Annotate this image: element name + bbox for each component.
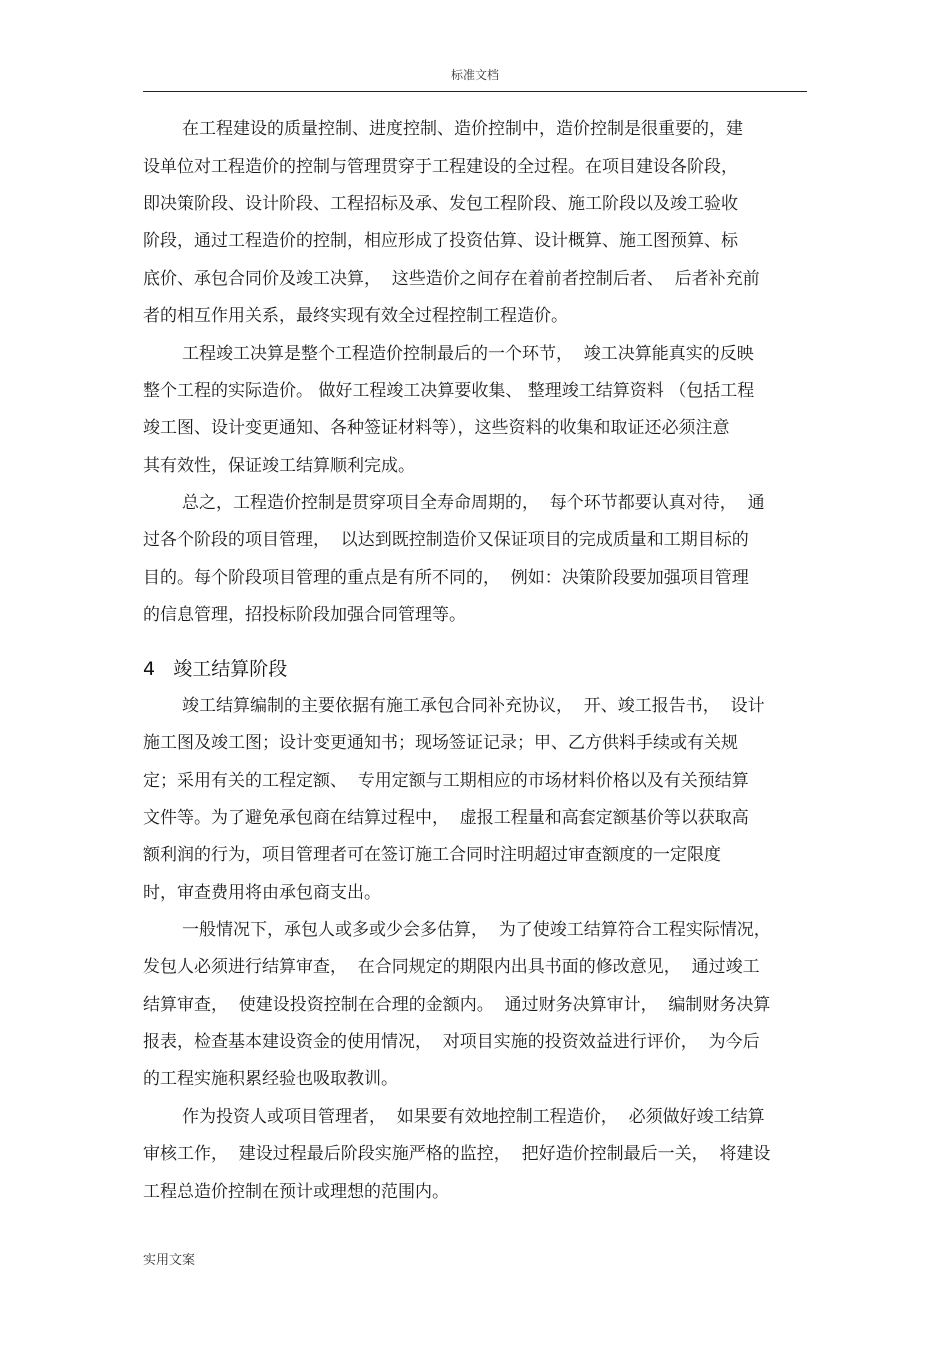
text-line: 整个工程的实际造价。 做好工程竣工决算要收集、 整理竣工结算资料 （包括工程	[143, 381, 755, 401]
page-header-title: 标准文档	[450, 68, 499, 82]
text-line: 设单位对工程造价的控制与管理贯穿于工程建设的全过程。在项目建设各阶段，	[143, 157, 738, 177]
text-line: 其有效性，保证竣工结算顺利完成。	[143, 456, 415, 476]
text-line: 的信息管理，招投标阶段加强合同管理等。	[143, 605, 466, 625]
text-line: 施工图及竣工图；设计变更通知书；现场签证记录；甲、乙方供料手续或有关规	[143, 733, 738, 753]
text-line: 过各个阶段的项目管理， 以达到既控制造价又保证项目的完成质量和工期目标的	[143, 530, 749, 550]
text-line: 阶段，通过工程造价的控制，相应形成了投资估算、设计概算、施工图预算、标	[143, 231, 738, 251]
section-heading: 4 竣工结算阶段	[143, 658, 288, 680]
text-line: 报表，检查基本建设资金的使用情况， 对项目实施的投资效益进行评价， 为今后	[143, 1032, 760, 1052]
text-line: 额利润的行为，项目管理者可在签订施工合同时注明超过审查额度的一定限度	[143, 845, 721, 865]
text-line: 总之，工程造价控制是贯穿项目全寿命周期的， 每个环节都要认真对待， 通	[182, 493, 765, 513]
text-line: 即决策阶段、设计阶段、工程招标及承、发包工程阶段、施工阶段以及竣工验收	[143, 194, 738, 214]
text-line: 的工程实施积累经验也吸取教训。	[143, 1069, 398, 1089]
text-line: 底价、承包合同价及竣工决算， 这些造价之间存在着前者控制后者、 后者补充前	[143, 269, 760, 289]
text-line: 发包人必须进行结算审查， 在合同规定的期限内出具书面的修改意见， 通过竣工	[143, 957, 760, 977]
text-line: 结算审查， 使建设投资控制在合理的金额内。 通过财务决算审计， 编制财务决算	[143, 995, 771, 1015]
text-line: 一般情况下，承包人或多或少会多估算， 为了使竣工结算符合工程实际情况，	[182, 920, 771, 940]
text-line: 工程总造价控制在预计或理想的范围内。	[143, 1182, 449, 1202]
text-line: 工程竣工决算是整个工程造价控制最后的一个环节， 竣工决算能真实的反映	[182, 344, 754, 364]
text-line: 竣工结算编制的主要依据有施工承包合同补充协议， 开、竣工报告书， 设计	[182, 696, 765, 716]
text-line: 目的。每个阶段项目管理的重点是有所不同的， 例如：决策阶段要加强项目管理	[143, 568, 749, 588]
text-line: 作为投资人或项目管理者， 如果要有效地控制工程造价， 必须做好竣工结算	[182, 1107, 765, 1127]
text-line: 审核工作， 建设过程最后阶段实施严格的监控， 把好造价控制最后一关， 将建设	[143, 1144, 771, 1164]
text-line: 者的相互作用关系，最终实现有效全过程控制工程造价。	[143, 306, 568, 326]
page-footer-text: 实用文案	[143, 1253, 196, 1268]
text-line: 时，审查费用将由承包商支出。	[143, 883, 381, 903]
text-line: 竣工图、设计变更通知、各种签证材料等），这些资料的收集和取证还必须注意	[143, 418, 730, 438]
text-line: 在工程建设的质量控制、进度控制、造价控制中，造价控制是很重要的，建	[182, 119, 743, 139]
text-line: 定；采用有关的工程定额、 专用定额与工期相应的市场材料价格以及有关预结算	[143, 771, 749, 791]
text-line: 文件等。为了避免承包商在结算过程中， 虚报工程量和高套定额基价等以获取高	[143, 808, 749, 828]
header-divider	[143, 91, 807, 92]
